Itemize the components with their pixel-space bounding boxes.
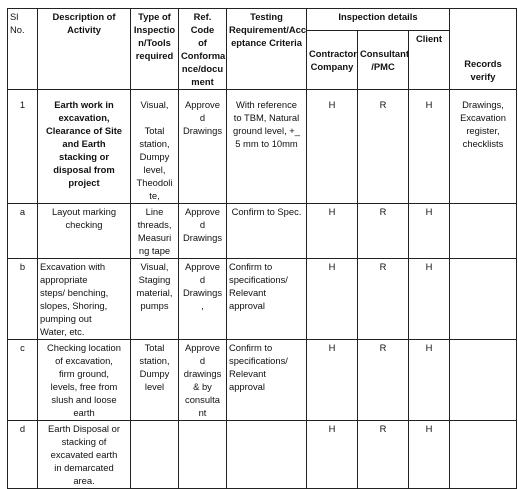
row-consultant: R	[358, 204, 409, 259]
header-row	[8, 9, 517, 31]
row-ref	[179, 421, 227, 489]
table-row	[8, 421, 517, 489]
row-testing: Confirm to specifications/ Relevant approval	[227, 340, 307, 421]
table-row	[8, 204, 517, 259]
row-ref: Approve d drawings & by consulta nt	[179, 340, 227, 421]
row-testing: Confirm to Spec.	[227, 204, 307, 259]
header-testing: Testing Requirement/Acc eptance Criteria	[227, 9, 307, 90]
row-records	[450, 259, 517, 340]
row-client: H	[409, 204, 450, 259]
table-row	[8, 90, 517, 204]
row-contractor: H	[307, 421, 358, 489]
row-sl: a	[8, 204, 38, 259]
row-ref: Approve d Drawings ,	[179, 259, 227, 340]
row-type: Visual, Staging material, pumps	[131, 259, 179, 340]
row-consultant: R	[358, 421, 409, 489]
header-sl-no: Sl No.	[8, 9, 38, 90]
row-contractor: H	[307, 204, 358, 259]
row-records: Drawings, Excavation register, checklists	[450, 90, 517, 204]
row-client: H	[409, 90, 450, 204]
row-records	[450, 421, 517, 489]
header-ref-code: Ref. Code of Conforma nce/docu ment	[179, 9, 227, 90]
row-testing	[227, 421, 307, 489]
row-description: Earth Disposal or stacking of excavated earth in demarcated area.	[38, 421, 131, 489]
row-type: Line threads, Measuri ng tape	[131, 204, 179, 259]
row-sl: b	[8, 259, 38, 340]
row-sl: d	[8, 421, 38, 489]
row-sl: c	[8, 340, 38, 421]
row-records	[450, 204, 517, 259]
row-type: Visual, Total station, Dumpy level, Theodoli te,	[131, 90, 179, 204]
row-testing: With reference to TBM, Natural ground level, +_ 5 mm to 10mm	[227, 90, 307, 204]
row-sl: 1	[8, 90, 38, 204]
row-description: Checking location of excavation, firm ground, levels, free from slush and loose earth	[38, 340, 131, 421]
row-ref: Approve d Drawings	[179, 90, 227, 204]
header-records-verify: Records verify	[450, 9, 517, 90]
table-row	[8, 340, 517, 421]
row-description: Earth work in excavation, Clearance of Site and Earth stacking or disposal from project	[38, 90, 131, 204]
row-contractor: H	[307, 90, 358, 204]
row-client: H	[409, 421, 450, 489]
inspection-table	[7, 8, 517, 489]
row-type	[131, 421, 179, 489]
row-consultant: R	[358, 259, 409, 340]
row-consultant: R	[358, 90, 409, 204]
header-type-of-inspection: Type of Inspectio n/Tools required	[131, 9, 179, 90]
row-ref: Approve d Drawings	[179, 204, 227, 259]
header-client: Client	[409, 31, 450, 90]
header-consultant: Consultant /PMC	[358, 31, 409, 90]
row-contractor: H	[307, 259, 358, 340]
row-client: H	[409, 259, 450, 340]
row-client: H	[409, 340, 450, 421]
header-description: Description of Activity	[38, 9, 131, 90]
row-description: Layout marking checking	[38, 204, 131, 259]
header-inspection-details: Inspection details	[307, 9, 450, 31]
header-contractor: Contractor Company	[307, 31, 358, 90]
table-row	[8, 259, 517, 340]
row-description: Excavation with appropriate steps/ benching, slopes, Shoring, pumping out Water, etc.	[38, 259, 131, 340]
row-testing: Confirm to specifications/ Relevant approval	[227, 259, 307, 340]
row-consultant: R	[358, 340, 409, 421]
row-records	[450, 340, 517, 421]
row-contractor: H	[307, 340, 358, 421]
row-type: Total station, Dumpy level	[131, 340, 179, 421]
